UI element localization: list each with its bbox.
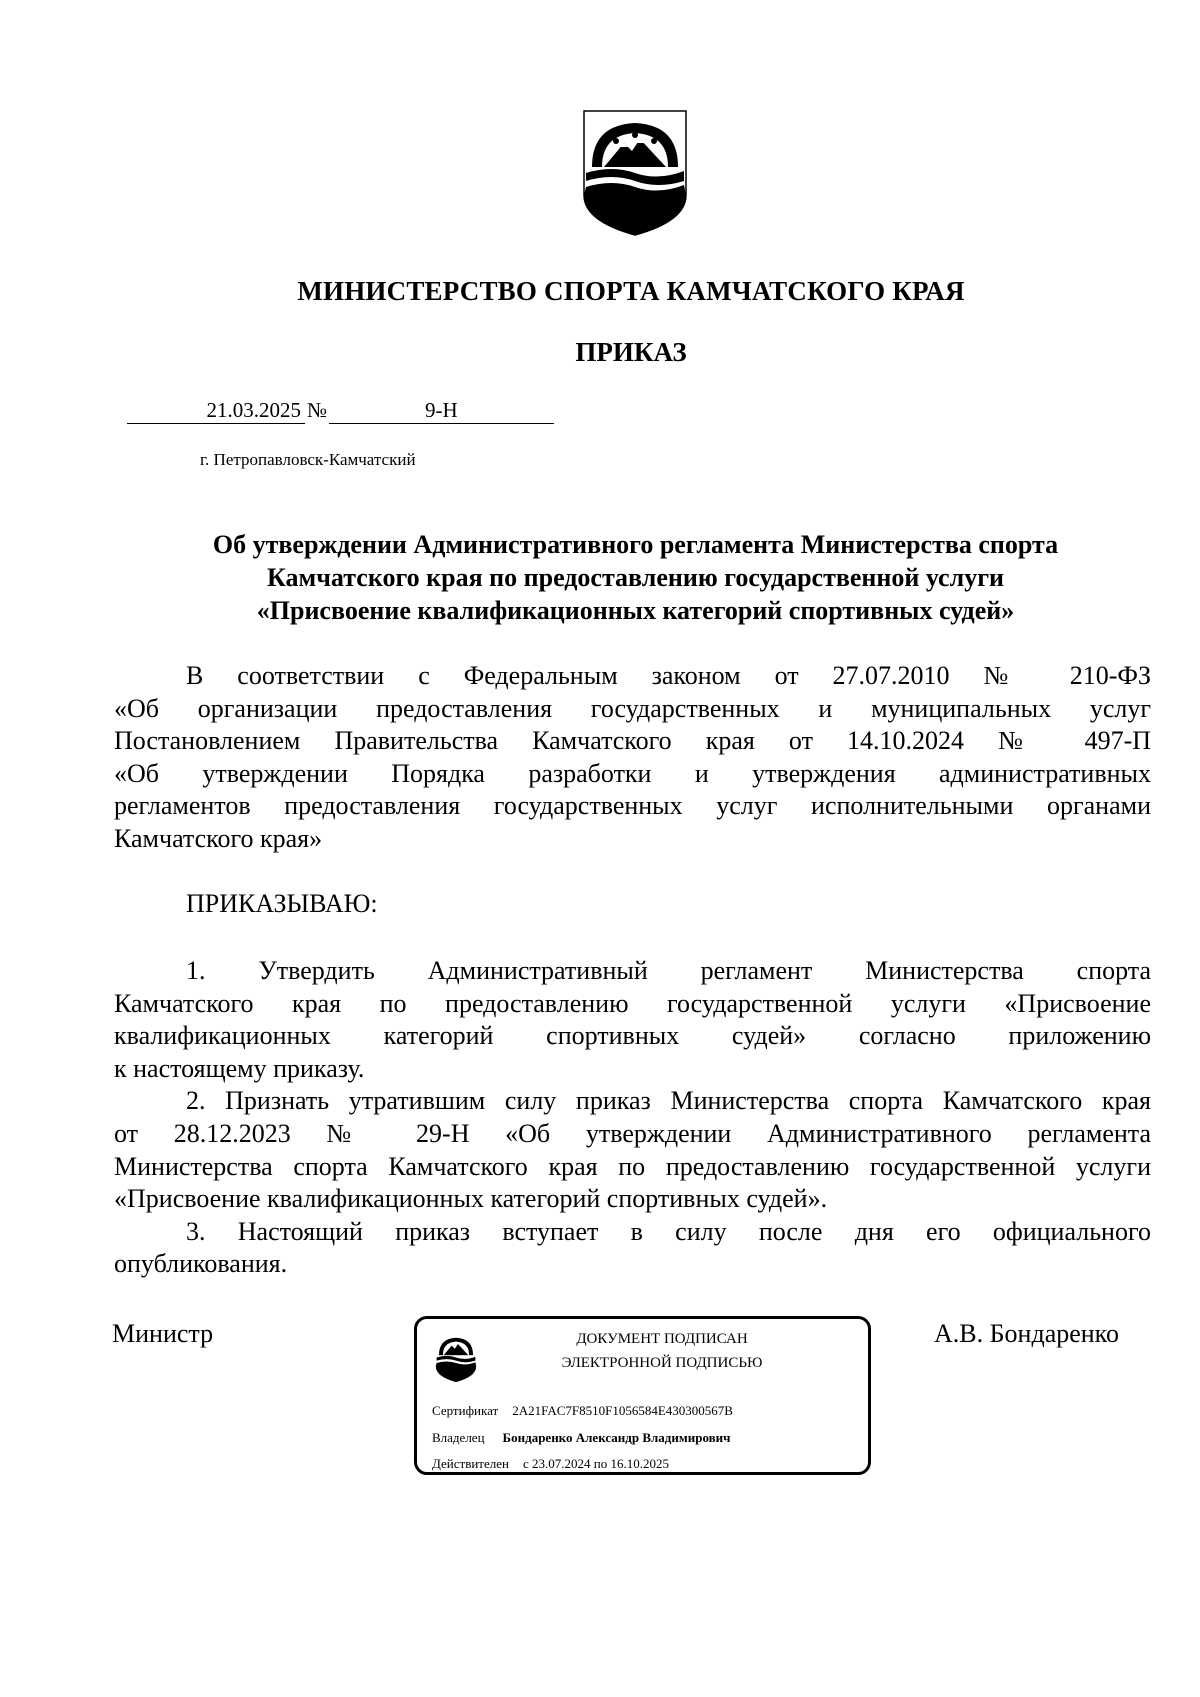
e-signature-stamp [414,1316,871,1475]
order-date: 21.03.2025 [127,398,305,424]
owner-label: Владелец [432,1430,485,1445]
preamble-line: «Об организации предоставления государственных и муниципальных услуг [114,693,1151,723]
order-word: ПРИКАЗЫВАЮ: [186,889,378,918]
certificate-value: 2A21FAC7F8510F1056584E430300567B [512,1403,733,1418]
item-line: «Присвоение квалификационных категорий спортивных судей». [114,1184,828,1214]
preamble-line: Постановлением Правительства Камчатского края от 14.10.2024 № 497-П [114,726,1151,756]
item-line: 3. Настоящий приказ вступает в силу после дня его официального [186,1216,1151,1246]
stamp-owner [432,1430,730,1446]
document-type: ПРИКАЗ [575,337,687,367]
kamchatka-coat-of-arms-icon [582,109,688,237]
signatory-post: Министр [112,1319,214,1348]
document-title [120,528,1151,627]
item-line: Министерства спорта Камчатского края по предоставлению государственной услуги [114,1151,1151,1181]
certificate-label: Сертификат [432,1403,499,1418]
item-line: к настоящему приказу. [114,1053,365,1083]
stamp-validity [432,1456,669,1472]
preamble-line: «Об утверждении Порядка разработки и утверждения административных [114,758,1151,788]
number-sign: № [306,398,328,422]
stamp-heading [517,1327,807,1375]
item-line: 2. Признать утратившим силу приказ Министерства спорта Камчатского края [186,1086,1151,1116]
stamp-heading-line: ЭЛЕКТРОННОЙ ПОДПИСЬЮ [561,1355,763,1371]
title-line: «Присвоение квалификационных категорий спортивных судей» [256,596,1015,625]
preamble [114,660,1151,856]
item-line: 1. Утвердить Административный регламент Министерства спорта [186,956,1151,985]
title-line: Об утверждении Административного регламента Министерства спорта [212,530,1059,559]
ministry-name: МИНИСТЕРСТВО СПОРТА КАМЧАТСКОГО КРАЯ [297,276,965,306]
item-line: Камчатского края по предоставлению государственной услуги «Присвоение [114,988,1151,1018]
stamp-heading-line: ДОКУМЕНТ ПОДПИСАН [576,1331,748,1347]
validity-label: Действителен [432,1456,509,1471]
stamp-coat-of-arms-icon [435,1331,477,1384]
signatory-name: А.В. Бондаренко [934,1319,1119,1348]
item-line: квалификационных категорий спортивных судей» согласно приложению [114,1021,1151,1051]
owner-value: Бондаренко Александр Владимирович [502,1430,731,1445]
validity-value: с 23.07.2024 по 16.10.2025 [522,1456,669,1471]
city: г. Петропавловск-Камчатский [200,450,416,469]
item-line: от 28.12.2023 № 29-Н «Об утверждении Административного регламента [114,1118,1151,1148]
item-line: опубликования. [114,1249,288,1279]
preamble-line: регламентов предоставления государственных услуг исполнительными органами [114,791,1151,821]
order-number: 9-Н [329,398,554,424]
preamble-line: В соответствии с Федеральным законом от 27.07.2010 № 210-ФЗ [186,661,1151,690]
order-items [114,955,1151,1281]
title-line: Камчатского края по предоставлению государственной услуги [267,563,1004,592]
preamble-line: Камчатского края» [114,823,323,853]
stamp-certificate [432,1403,733,1419]
